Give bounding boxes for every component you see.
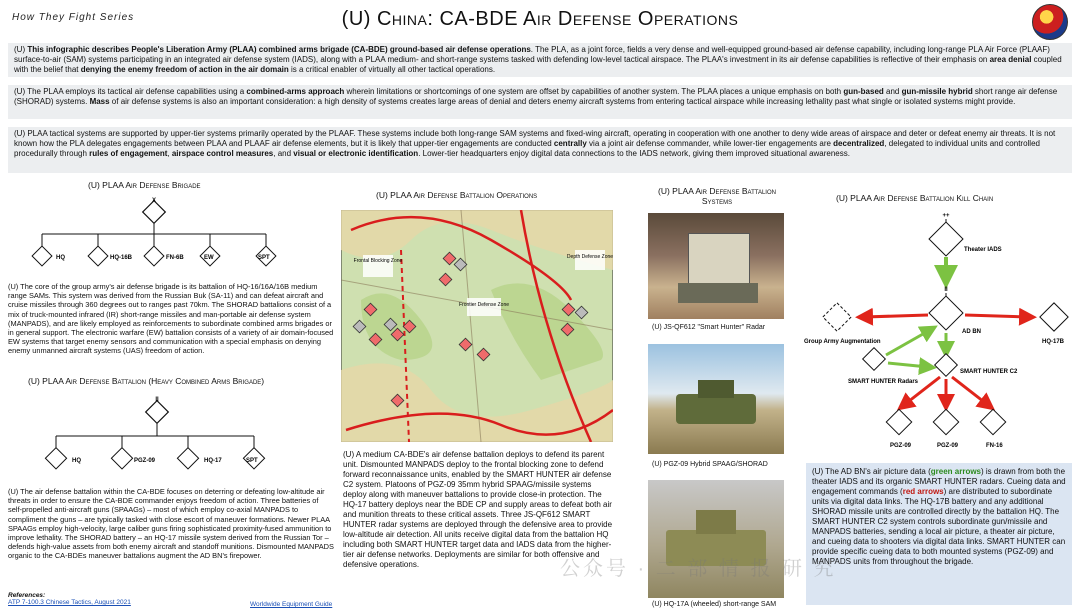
reference-link-weg[interactable]: Worldwide Equipment Guide xyxy=(250,601,333,608)
references xyxy=(8,592,131,606)
pgz2-node xyxy=(933,409,958,434)
operations-map xyxy=(341,210,613,442)
svg-text:HQ-16B: HQ-16B xyxy=(110,255,133,261)
adbn-node xyxy=(929,296,963,330)
battalion-title: (U) PLAA Air Defense Battalion (Heavy Combined Arms Brigade) xyxy=(28,376,265,386)
killchain-diagram xyxy=(800,205,1072,457)
emblem-logo xyxy=(1032,4,1068,40)
adbn-echelon: II xyxy=(944,287,948,293)
system-caption-pgz09: (U) PGZ-09 Hybrid SPAAG/SHORAD xyxy=(652,461,768,468)
battalion-node-hq xyxy=(45,436,81,469)
svg-text:EW: EW xyxy=(204,255,214,261)
zone-frontal-label: Frontal Blocking Zone xyxy=(353,258,403,264)
iads-echelon: ++ xyxy=(942,213,950,219)
reference-link-atp[interactable]: ATP 7-100.3 Chinese Tactics, August 2021 xyxy=(8,599,131,606)
battalion-node-hq17 xyxy=(177,436,222,469)
svg-text:SPT: SPT xyxy=(258,255,270,261)
gaa-node xyxy=(823,303,851,331)
killchain-text: (U) The AD BN's air picture data (green arrows) is drawn from both the theater IADS and its organic SMART HUNTER radars. Cueing data and engagement commands (red arrows) are distributed to subordinate units via digital data links. The HQ-17B battery and any additional SHORAD missile units are controlled directly by the battalion HQ. The SMART HUNTER C2 system controls subordinate gun/missile and MANPADS batteries, sending a local air picture, a theater air picture, and cueing data to shooters via digital data links. SMART HUNTER can provide specific cueing data to both mounted systems (PGZ-09) and MANPADS units from throughout the brigade. xyxy=(806,463,1072,605)
zone-depth-label: Depth Defense Zone xyxy=(566,254,613,260)
killchain-title: (U) PLAA Air Defense Battalion Kill Chain xyxy=(836,193,994,203)
brigade-node-hq16b xyxy=(88,234,133,266)
intro-paragraph-3: (U) PLAA tactical systems are supported by upper-tier systems primarily operated by the PLAAF. These systems include both long-range SAM systems and fixed-wing aircraft, operating in cooperation with one another to deny wide areas of airspace and deter or defeat enemy air threats. It is not known how the PLA delegates engagements between PLAA and PLAAF air defense elements, but it is likely that upper-tier engagements are conducted centrally via a joint air defense commander, while lower-tier engagements are decentralized, delegated to individual units and controlled procedurally through rules of engagement, airspace control measures, and visual or electronic identification. Lower-tier headquarters enjoy digital data connections to the IADS network, giving them improved situational awareness. xyxy=(8,127,1072,173)
pgz2-label: PGZ-09 xyxy=(937,443,959,449)
brigade-echelon: X xyxy=(151,198,157,204)
svg-text:HQ-17: HQ-17 xyxy=(204,458,222,464)
c2-node xyxy=(935,354,958,377)
page-title: (U) China: CA-BDE Air Defense Operations xyxy=(341,8,739,30)
header-series: How They Fight Series xyxy=(12,12,135,23)
battalion-node-spt xyxy=(243,436,264,469)
svg-text:FN-6B: FN-6B xyxy=(166,255,184,261)
brigade-text: (U) The core of the group army's air defense brigade is its battalion of HQ-16/16A/16B medium range SAMs. This system was derived from the Russian Buk (SA-11) and can defeat aircraft and cruise missiles through 360 degrees out to ranges past 70km. The SHORAD battalions consist of a mix of truck-mounted infrared (IR) short-range missiles and man-portable air defense system (MANPADS), and are likely employed as reinforcements to subordinate combined arms brigades or in general support. The electronic warfare (EW) battalion consists of a variety of air domain-focused EW systems that target enemy sensors and communication with a special emphasis on denying enemy unmanned aircraft systems (UAS) freedom of action. xyxy=(8,282,334,356)
operations-title: (U) PLAA Air Defense Battalion Operations xyxy=(376,190,538,200)
system-photo-smart-hunter xyxy=(648,213,784,319)
brigade-node-spt xyxy=(256,234,276,266)
brigade-title: (U) PLAA Air Defense Brigade xyxy=(88,180,201,190)
battalion-org-chart xyxy=(30,392,290,476)
svg-text:HQ: HQ xyxy=(72,458,81,464)
radars-node xyxy=(863,348,886,371)
system-caption-smart-hunter: (U) JS-QF612 "Smart Hunter" Radar xyxy=(652,324,766,331)
pgz1-label: PGZ-09 xyxy=(890,443,912,449)
zone-frontier-label: Frontier Defense Zone xyxy=(458,302,510,308)
brigade-node-hq xyxy=(32,234,65,266)
watermark-text: 公众号 · 二 部 情 报 研 究 xyxy=(560,558,837,580)
iads-node xyxy=(929,222,963,256)
brigade-org-chart xyxy=(20,194,290,274)
system-photo-pgz09 xyxy=(648,344,784,454)
gaa-label: Group Army Augmentation xyxy=(804,339,881,345)
intro-paragraph-2: (U) The PLAA employs its tactical air defense capabilities using a combined-arms approach wherein limitations or shortcomings of one system are offset by capabilities of another system. The PLAA places a unique emphasis on both gun-based and gun-missile hybrid short range air defense (SHORAD) systems. Mass of air defense systems is also an important consideration: a high density of systems creates large areas of denial and deters enemy aircraft systems from entering tactical airspace while increasing lethality past what single or isolated systems might provide. xyxy=(8,85,1072,119)
svg-text:SPT: SPT xyxy=(246,458,258,464)
brigade-node-fn6b xyxy=(144,234,184,266)
hq17b-label: HQ-17B xyxy=(1042,339,1065,345)
iads-label: Theater IADS xyxy=(964,247,1002,253)
operations-text: (U) A medium CA-BDE's air defense battalion deploys to defend its parent unit. Dismounted MANPADS deploy to the frontal blocking zone to defend forward reconnaissance units, enabled by the SMART HUNTER air defense C2 system. Platoons of PGZ-09 35mm hybrid SPAAG/missile systems deploy along with maneuver battalions to provide close-in protection. The HQ-17 battery deploys near the BDE CP and supply areas to defeat both air and munition threats to these critical assets. Three JS-QF612 SMART HUNTER radar systems are deployed through the defensive area to provide low-altitude air detection. All units receive digital data from the battalion HQ including both SMART HUNTER target data and IADS data from the higher-tier air defense networks. Deployments are similar for both offensive and defensive operations. xyxy=(343,450,613,569)
svg-text:PGZ-09: PGZ-09 xyxy=(134,458,156,464)
fn16-label: FN-16 xyxy=(986,443,1003,449)
system-caption-hq17a: (U) HQ-17A (wheeled) short-range SAM xyxy=(652,601,777,608)
intro-paragraph-1: (U) This infographic describes People's Liberation Army (PLAA) combined arms brigade (CA-BDE) ground-based air defense operations. The PLA, as a joint force, fields a very dense and well-equipped ground-based air defense capability, including long-range PLA Air Force (PLAAF) surface-to-air (SAM) systems participating in an integrated air defense system (IADS), along with a PLAA medium- and short-range systems tasked with defending low-level tactical airspace. The PLAA's investment in its air defense capabilities is reflective of their emphasis on area denial coupled with the belief that denying the enemy freedom of action in the air domain is a critical enabler of virtually all other tactical operations. xyxy=(8,43,1072,77)
battalion-node-pgz09 xyxy=(111,436,155,469)
battalion-text: (U) The air defense battalion within the CA-BDE focuses on deterring or defeating low-altitude air threats in order to ensure the CA-BDE commander enjoys freedom of action. Three batteries of self-propelled anti-aircraft guns (SPAAGs) – most of which employ co-axial MANPADS to compliment the guns – are typically tasked with close escort of maneuver formations. Newer PLAA SPAAGs employ high-velocity, large caliber guns firing sophisticated proximity-fused ammunition to improve lethality. The SHORAD battery – an HQ-17 missile system derived from the Russian Tor – defends high-value assets from both enemy aircraft and standoff munitions. Dismounted MANPADS organic to the CA-BDEs maneuver battalions augment the AD BN's firepower. xyxy=(8,487,334,561)
systems-title: (U) PLAA Air Defense Battalion Systems xyxy=(658,186,776,206)
radars-label: SMART HUNTER Radars xyxy=(848,379,919,385)
battalion-echelon: II xyxy=(155,397,159,403)
fn16-node xyxy=(980,409,1005,434)
brigade-node-ew xyxy=(200,234,220,266)
svg-text:HQ: HQ xyxy=(56,255,65,261)
pgz1-node xyxy=(886,409,911,434)
references-heading: References: xyxy=(8,592,46,599)
adbn-label: AD BN xyxy=(962,329,981,335)
hq17b-node xyxy=(1040,303,1068,331)
c2-label: SMART HUNTER C2 xyxy=(960,369,1018,375)
